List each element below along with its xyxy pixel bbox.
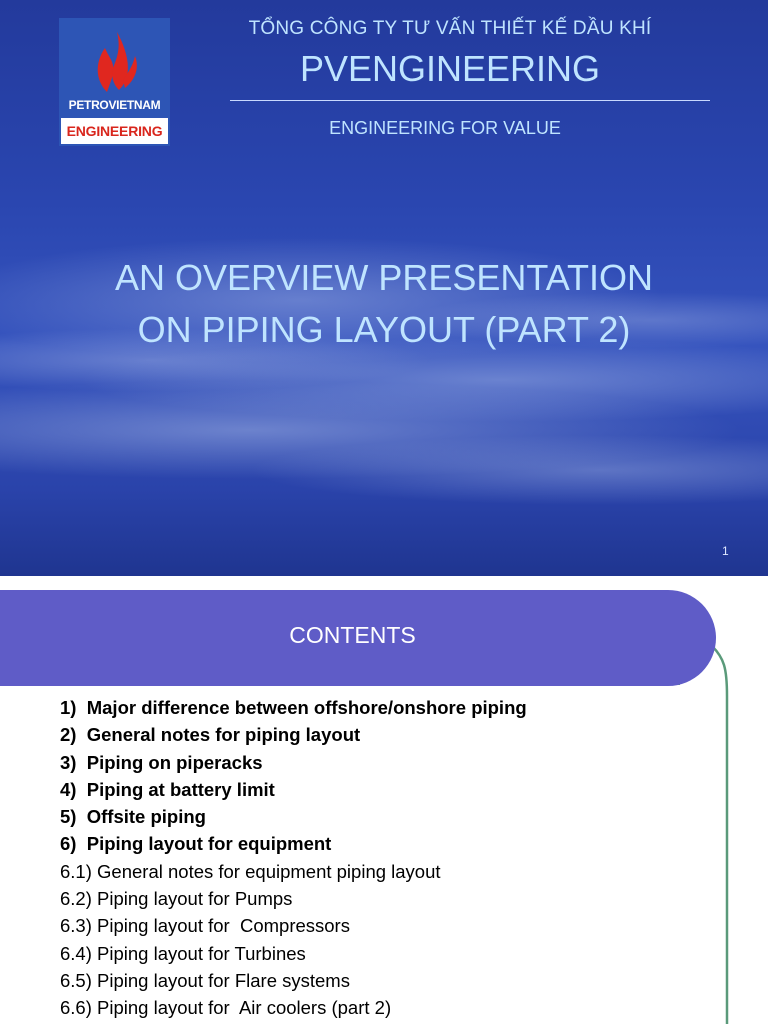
logo-brand-text: PETROVIETNAM [68, 98, 161, 112]
logo-sub-text: ENGINEERING [61, 118, 168, 144]
list-item: 6.6) Piping layout for Air coolers (part 2) [60, 997, 392, 1019]
list-item: 4) Piping at battery limit [60, 778, 275, 800]
contents-heading: CONTENTS [289, 622, 416, 648]
title-line-2: ON PIPING LAYOUT (PART 2) [137, 309, 631, 350]
header-divider [230, 100, 710, 101]
page-number: 1 [722, 544, 729, 558]
list-item: 6) Piping layout for equipment [60, 833, 332, 855]
list-item: 1) Major difference between offshore/onshore piping [60, 697, 527, 718]
brand-name: PVENGINEERING [299, 48, 601, 89]
list-item: 6.3) Piping layout for Compressors [60, 915, 350, 937]
list-item: 3) Piping on piperacks [60, 751, 263, 773]
list-item: 6.5) Piping layout for Flare systems [60, 969, 350, 991]
list-item: 6.1) General notes for equipment piping layout [60, 860, 441, 882]
list-item: 5) Offsite piping [60, 806, 206, 828]
list-item: 6.2) Piping layout for Pumps [60, 888, 293, 910]
title-line-1: AN OVERVIEW PRESENTATION [114, 257, 654, 298]
list-item: 2) General notes for piping layout [60, 724, 361, 746]
list-item: 6.4) Piping layout for Turbines [60, 942, 306, 964]
presentation-title [20, 252, 748, 356]
contents-list [60, 694, 720, 1022]
tagline: ENGINEERING FOR VALUE [329, 118, 561, 138]
company-name: TỔNG CÔNG TY TƯ VẤN THIẾT KẾ DẦU KHÍ [248, 18, 652, 39]
contents-slide [0, 576, 768, 1024]
petrovietnam-logo [59, 18, 170, 146]
